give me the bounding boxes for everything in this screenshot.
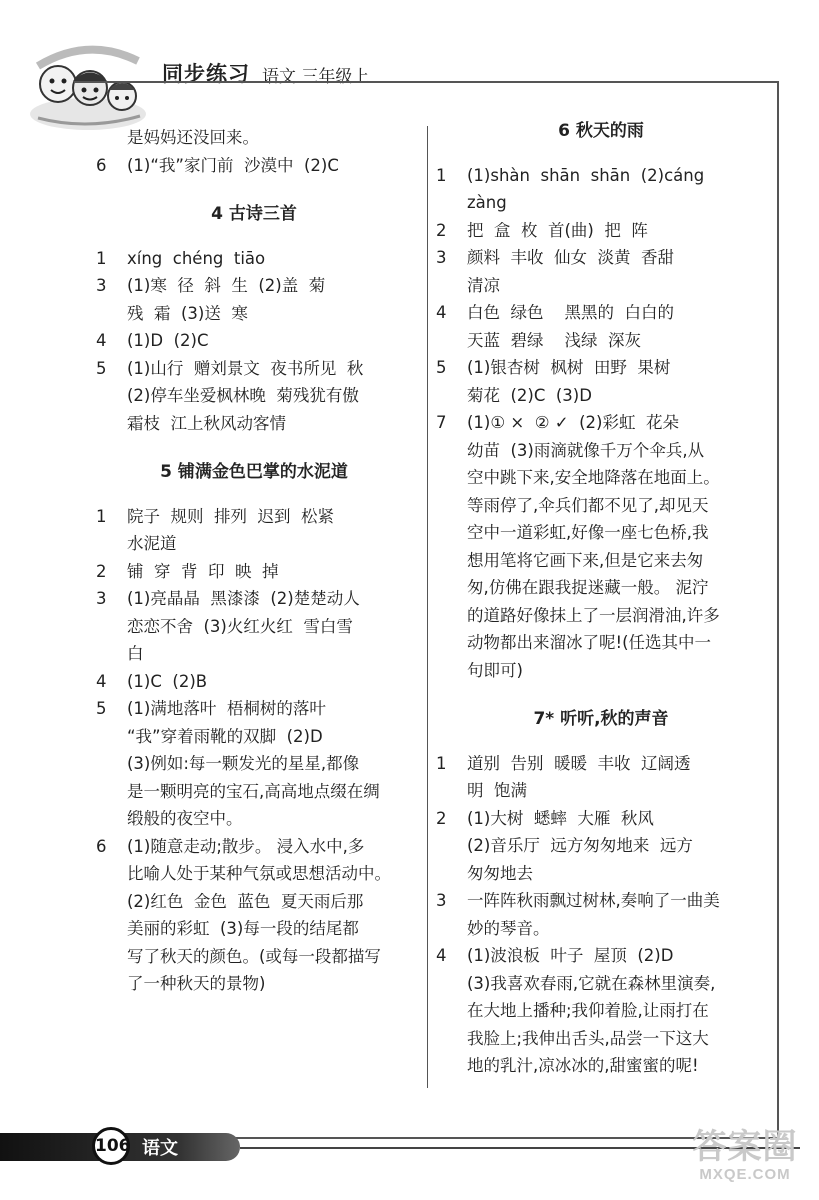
question-number: 1	[436, 753, 447, 773]
answer-line: 空中一道彩虹,好像一座七色桥,我	[467, 523, 709, 542]
answer-item	[436, 299, 766, 354]
question-number: 2	[436, 220, 447, 240]
answer-line: 是一颗明亮的宝石,高高地点缀在绸	[127, 781, 380, 801]
answer-item	[96, 695, 412, 833]
answer-line: (2)音乐厅 远方匆匆地来 远方	[467, 836, 693, 855]
footer-subject: 语文	[142, 1138, 178, 1159]
answer-line: 在大地上播种;我仰着脸,让雨打在	[467, 1001, 709, 1020]
answer-line: (3)例如:每一颗发光的星星,都像	[127, 754, 360, 773]
question-number: 1	[436, 165, 447, 185]
answer-line: 了一种秋天的景物)	[127, 974, 266, 993]
book-brand-title: 同步练习	[162, 62, 250, 86]
right-column	[436, 118, 766, 1080]
answer-item	[436, 750, 766, 805]
watermark-text: 答案圈	[692, 1128, 798, 1166]
question-number: 3	[96, 276, 107, 295]
question-number: 4	[436, 946, 447, 965]
answer-item	[96, 585, 412, 668]
question-number: 2	[436, 808, 447, 828]
answer-line: 缎般的夜空中。	[127, 809, 243, 828]
left-column	[96, 124, 412, 998]
answer-line: 比喻人处于某种气氛或思想活动中。	[127, 864, 391, 883]
question-number: 2	[96, 561, 107, 581]
answer-line: “我”穿着雨靴的双脚 (2)D	[127, 726, 323, 746]
question-number: 5	[96, 358, 107, 378]
answer-line: 空中跳下来,安全地降落在地面上。	[467, 468, 720, 487]
watermark-logo	[680, 1128, 810, 1192]
answer-line: 动物都出来溜冰了呢!(任选其中一	[467, 633, 712, 652]
question-number: 4	[96, 671, 107, 691]
answer-line: (3)我喜欢春雨,它就在森林里演奏,	[467, 973, 716, 993]
question-number: 1	[96, 248, 107, 268]
answer-line: (1)大树 蟋蟀 大雁 秋风	[467, 808, 654, 828]
answer-line: (1)“我”家门前 沙漠中 (2)C	[127, 155, 339, 175]
answer-line: 写了秋天的颜色。(或每一段都描写	[127, 946, 381, 966]
answer-item	[436, 244, 766, 299]
answer-item	[96, 355, 412, 438]
answer-item	[436, 409, 766, 684]
answer-item	[96, 272, 412, 327]
answer-line: 把 盒 枚 首(曲) 把 阵	[467, 220, 648, 240]
answer-line: 残 霜 (3)送 寒	[127, 303, 248, 323]
answer-item	[96, 503, 412, 558]
section-title: 4 古诗三首	[211, 204, 297, 224]
answer-line: 水泥道	[127, 534, 177, 553]
section-title: 5 铺满金色巴掌的水泥道	[160, 462, 348, 482]
answer-item	[96, 245, 412, 273]
watermark-url: MXQE.COM	[699, 1166, 791, 1183]
answer-line: (1)亮晶晶 黑漆漆 (2)楚楚动人	[127, 589, 360, 608]
answer-item	[96, 327, 412, 355]
answer-item	[436, 887, 766, 942]
answer-line: 我脸上;我伸出舌头,品尝一下这大	[467, 1028, 709, 1048]
answer-line: (1)银杏树 枫树 田野 果树	[467, 358, 671, 377]
question-number: 3	[436, 891, 447, 910]
question-number: 7	[436, 413, 447, 432]
question-number: 5	[96, 699, 107, 718]
answer-line: 白	[127, 644, 144, 663]
answer-item	[96, 668, 412, 696]
answer-line: 地的乳汁,凉冰冰的,甜蜜蜜的呢!	[467, 1056, 699, 1075]
answer-item	[96, 558, 412, 586]
answer-line: 是妈妈还没回来。	[127, 128, 259, 147]
book-subject-grade: 语文 三年级上	[262, 67, 370, 87]
question-number: 6	[96, 836, 107, 856]
column-divider	[427, 126, 428, 1088]
question-number: 1	[96, 506, 107, 526]
answer-line: 的道路好像抹上了一层润滑油,许多	[467, 605, 720, 625]
answer-item	[436, 942, 766, 1080]
answer-line: (1)寒 径 斜 生 (2)盖 菊	[127, 276, 326, 295]
answer-line: (1)满地落叶 梧桐树的落叶	[127, 699, 326, 718]
answer-line: 想用笔将它画下来,但是它来去匆	[467, 550, 704, 570]
answer-line: 等雨停了,伞兵们都不见了,却见天	[467, 495, 709, 515]
answer-line: 一阵阵秋雨飘过树林,奏响了一曲美	[467, 891, 720, 910]
answer-line: 白色 绿色 黑黑的 白白的	[467, 303, 674, 322]
question-number: 3	[96, 589, 107, 608]
answer-item	[436, 805, 766, 888]
answer-line: (1)山行 赠刘景文 夜书所见 秋	[127, 358, 364, 378]
answer-item	[436, 162, 766, 217]
answer-line: (1)波浪板 叶子 屋顶 (2)D	[467, 946, 674, 965]
answer-line: (1)随意走动;散步。 浸入水中,多	[127, 836, 365, 856]
answer-line: 美丽的彩虹 (3)每一段的结尾都	[127, 919, 359, 938]
answer-line: (1)D (2)C	[127, 331, 209, 350]
answer-item	[436, 217, 766, 245]
answer-line: 清凉	[467, 275, 500, 295]
answer-line: (2)停车坐爱枫林晚 菊残犹有傲	[127, 386, 359, 405]
answer-line: (2)红色 金色 蓝色 夏天雨后那	[127, 891, 364, 911]
answer-item	[96, 124, 412, 152]
answer-line: 颜料 丰收 仙女 淡黄 香甜	[467, 248, 674, 267]
answer-line: (1)① × ② ✓ (2)彩虹 花朵	[467, 413, 679, 432]
answer-line: xíng chéng tiāo	[127, 248, 266, 268]
answer-line: 恋恋不舍 (3)火红火红 雪白雪	[127, 616, 353, 636]
answer-line: 铺 穿 背 印 映 掉	[127, 561, 279, 581]
answer-line: 匆,仿佛在跟我捉迷藏一般。 泥泞	[467, 578, 709, 597]
answer-item	[436, 354, 766, 409]
question-number: 3	[436, 248, 447, 267]
answer-line: (1)C (2)B	[127, 671, 208, 691]
answer-line: 天蓝 碧绿 浅绿 深灰	[467, 330, 641, 350]
answer-line: 院子 规则 排列 迟到 松紧	[127, 506, 334, 526]
section-title: 6 秋天的雨	[558, 121, 644, 141]
section-title: 7* 听听,秋的声音	[533, 709, 669, 729]
answer-line: 妙的琴音。	[467, 918, 550, 938]
page-number: 106	[92, 1127, 130, 1165]
answer-line: 霜枝 江上秋风动客情	[127, 413, 286, 433]
answer-line: 幼苗 (3)雨滴就像千万个伞兵,从	[467, 440, 705, 460]
question-number: 5	[436, 358, 447, 377]
question-number: 6	[96, 155, 107, 175]
answer-line: 菊花 (2)C (3)D	[467, 385, 592, 405]
answer-item	[96, 152, 412, 180]
question-number: 4	[96, 331, 107, 350]
question-number: 4	[436, 303, 447, 322]
answer-line: zàng	[467, 193, 507, 212]
answer-line: 道别 告别 暖暖 丰收 辽阔透	[467, 753, 691, 773]
answer-item	[96, 833, 412, 998]
answer-line: 句即可)	[467, 660, 523, 680]
answer-line: 明 饱满	[467, 781, 527, 800]
answer-line: 匆匆地去	[467, 863, 533, 883]
answer-line: (1)shàn shān shān (2)cáng	[467, 165, 705, 185]
